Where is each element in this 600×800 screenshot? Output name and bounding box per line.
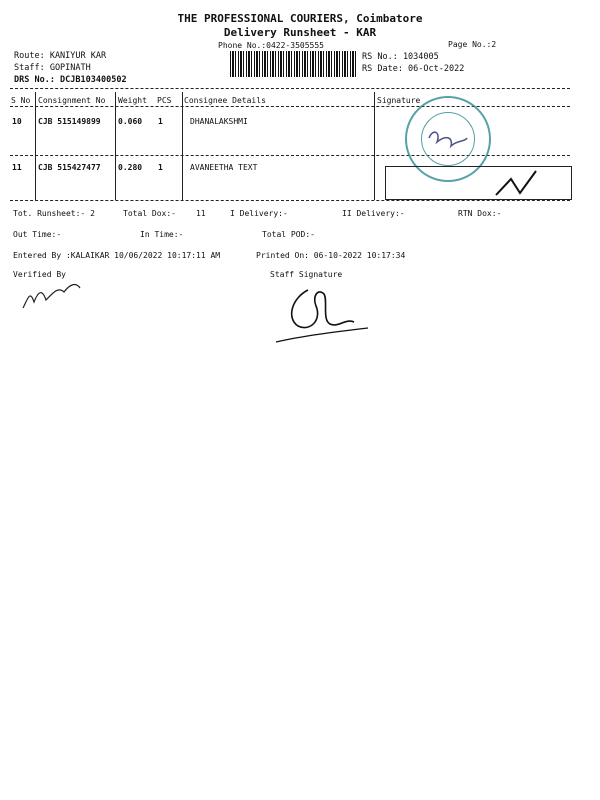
i-delivery: I Delivery:- [230,209,288,218]
verified-by-label: Verified By [13,270,66,279]
table-top-rule [10,88,570,89]
staff-signature [272,284,372,346]
column-divider [374,92,375,200]
col-header-consignee: Consignee Details [184,96,266,105]
ii-delivery: II Delivery:- [342,209,405,218]
total-pod: Total POD:- [262,230,315,239]
col-header-signature: Signature [377,96,421,105]
col-header-pcs: PCS [157,96,172,105]
rs-number: RS No.: 1034005 [362,52,439,62]
rs-date: RS Date: 06-Oct-2022 [362,64,465,74]
row-pcs: 1 [158,117,163,126]
verifier-signature [18,278,88,318]
phone-number: Phone No.:0422-3505555 [218,41,324,50]
row-sno: 11 [12,163,22,172]
row-pcs: 1 [158,163,163,172]
col-header-consignment: Consignment No [38,96,106,105]
row-consignee: DHANALAKSHMI [190,117,248,126]
column-divider [182,92,183,200]
column-divider [35,92,36,200]
rectangular-company-stamp [385,166,572,200]
row-consignment: CJB 515427477 [38,163,101,172]
page-number: Page No.:2 [448,40,497,49]
printed-on: Printed On: 06-10-2022 10:17:34 [256,251,406,260]
row-sno: 10 [12,117,22,126]
barcode-image [230,51,356,77]
rtn-dox: RTN Dox:- [458,209,502,218]
tot-runsheet: Tot. Runsheet:- 2 [13,209,95,218]
col-header-weight: Weight [118,96,147,105]
col-header-sno: S No [11,96,31,105]
staff-signature-label: Staff Signature [270,270,343,279]
entered-by: Entered By :KALAIKAR 10/06/2022 10:17:11 AM [13,251,221,260]
total-dox-value: 11 [196,209,206,218]
table-bottom-rule [10,200,570,201]
column-divider [115,92,116,200]
row-weight: 0.280 [118,163,143,172]
document-subtitle: Delivery Runsheet - KAR [223,26,377,39]
staff-label: Staff: GOPINATH [14,63,91,73]
route-label: Route: KANIYUR KAR [14,51,107,61]
row-consignment: CJB 515149899 [38,117,101,126]
in-time: In Time:- [140,230,184,239]
row-weight: 0.060 [118,117,143,126]
out-time: Out Time:- [13,230,62,239]
company-title: THE PROFESSIONAL COURIERS, Coimbatore [177,12,423,25]
total-dox-label: Total Dox:- [123,209,176,218]
drs-number: DRS No.: DCJB103400502 [14,75,127,85]
row-consignee: AVANEETHA TEXT [190,163,258,172]
